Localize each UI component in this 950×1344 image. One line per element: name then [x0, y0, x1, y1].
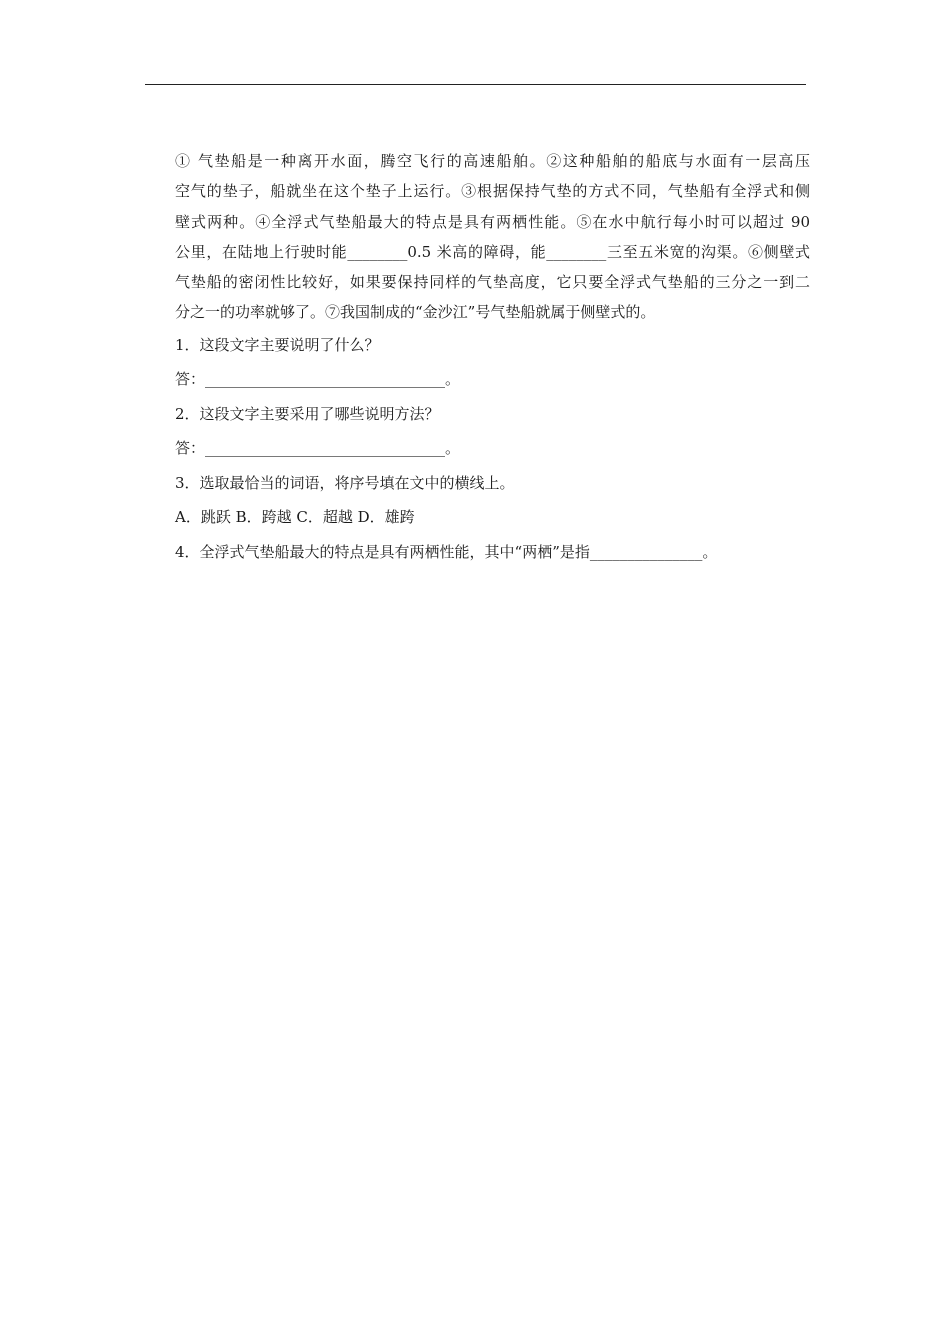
header-rule	[145, 84, 806, 85]
passage-line-6: 分之一的功率就够了。⑦我国制成的“金沙江”号气垫船就属于侧壁式的。	[175, 303, 656, 322]
document-body	[145, 146, 810, 569]
passage-paragraph	[145, 146, 810, 328]
passage-line-3: 壁式两种。④全浮式气垫船最大的特点是具有两栖性能。⑤在水中航行每小时可以超过 90	[175, 212, 810, 231]
passage-line-1: ① 气垫船是一种离开水面，腾空飞行的高速船舶。②这种船舶的船底与水面有一层高压	[175, 152, 810, 170]
question-2: 2．这段文字主要采用了哪些说明方法？	[175, 404, 440, 423]
passage-line-4: 公里，在陆地上行驶时能________0.5 米高的障碍，能________三至五米宽的沟渠。⑥侧壁式	[175, 242, 810, 261]
passage-line-2: 空气的垫子，船就坐在这个垫子上运行。③根据保持气垫的方式不同，气垫船有全浮式和侧	[175, 182, 810, 201]
answer-line-1: 答：________________________________。	[175, 370, 461, 389]
question-3-options: A．跳跃 B．跨越 C．超越 D．雄跨	[175, 508, 415, 527]
question-4: 4．全浮式气垫船最大的特点是具有两栖性能，其中“两栖”是指_______________。	[175, 542, 718, 561]
question-1: 1．这段文字主要说明了什么？	[175, 335, 380, 354]
question-3: 3．选取最恰当的词语，将序号填在文中的横线上。	[175, 473, 515, 492]
answer-line-2: 答：________________________________。	[175, 439, 461, 458]
passage-line-5: 气垫船的密闭性比较好，如果要保持同样的气垫高度，它只要全浮式气垫船的三分之一到二	[175, 273, 810, 292]
